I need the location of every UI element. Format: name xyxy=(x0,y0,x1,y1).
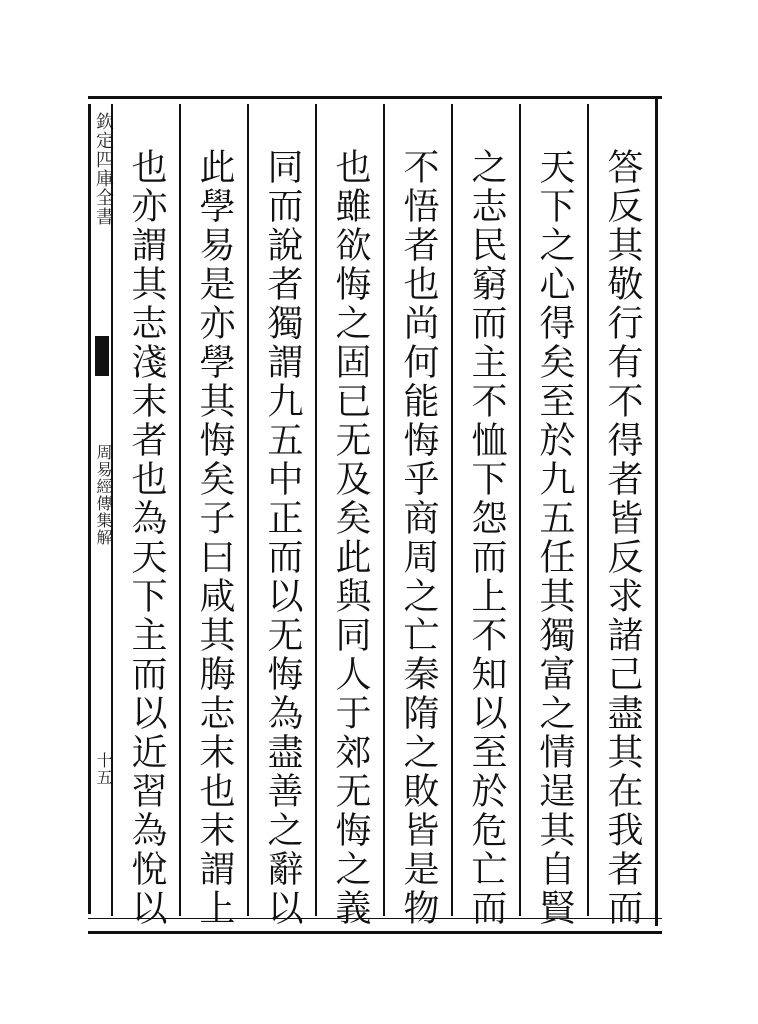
margin-page-number: 十五 xyxy=(94,752,113,786)
text-column-6 xyxy=(247,104,315,928)
page-margin-column xyxy=(88,104,113,914)
column-text: 也亦謂其志淺末者也為天下主而以近習為悅以 xyxy=(126,148,167,928)
text-column-4 xyxy=(383,104,451,928)
fishtail-mark-icon xyxy=(95,336,109,376)
text-column-7 xyxy=(179,104,247,928)
text-column-3 xyxy=(451,104,519,928)
column-text: 同而說者獨謂九五中正而以无悔為盡善之辭以 xyxy=(262,148,303,928)
text-column-8 xyxy=(111,104,179,928)
text-column-2 xyxy=(519,104,587,928)
text-column-1 xyxy=(587,104,655,928)
text-column-5 xyxy=(315,104,383,928)
column-text: 不悟者也尚何能悔乎商周之亡秦隋之敗皆是物 xyxy=(398,148,439,928)
column-text: 此學易是亦學其悔矣子曰咸其脢志末也末謂上 xyxy=(194,148,235,928)
column-text: 之志民窮而主不恤下怨而上不知以至於危亡而 xyxy=(466,148,507,928)
margin-series-title: 欽定四庫全書 xyxy=(93,112,114,226)
column-text: 也雖欲悔之固已无及矣此與同人于郊无悔之義 xyxy=(330,148,371,928)
page-border-right xyxy=(655,96,658,926)
page-border-inner-bottom xyxy=(88,918,662,919)
column-text: 天下之心得矣至於九五任其獨富之情逞其自賢 xyxy=(534,148,575,928)
margin-book-title: 周易經傳集解 xyxy=(94,444,113,546)
column-text: 答反其敬行有不得者皆反求諸己盡其在我者而 xyxy=(602,148,643,928)
